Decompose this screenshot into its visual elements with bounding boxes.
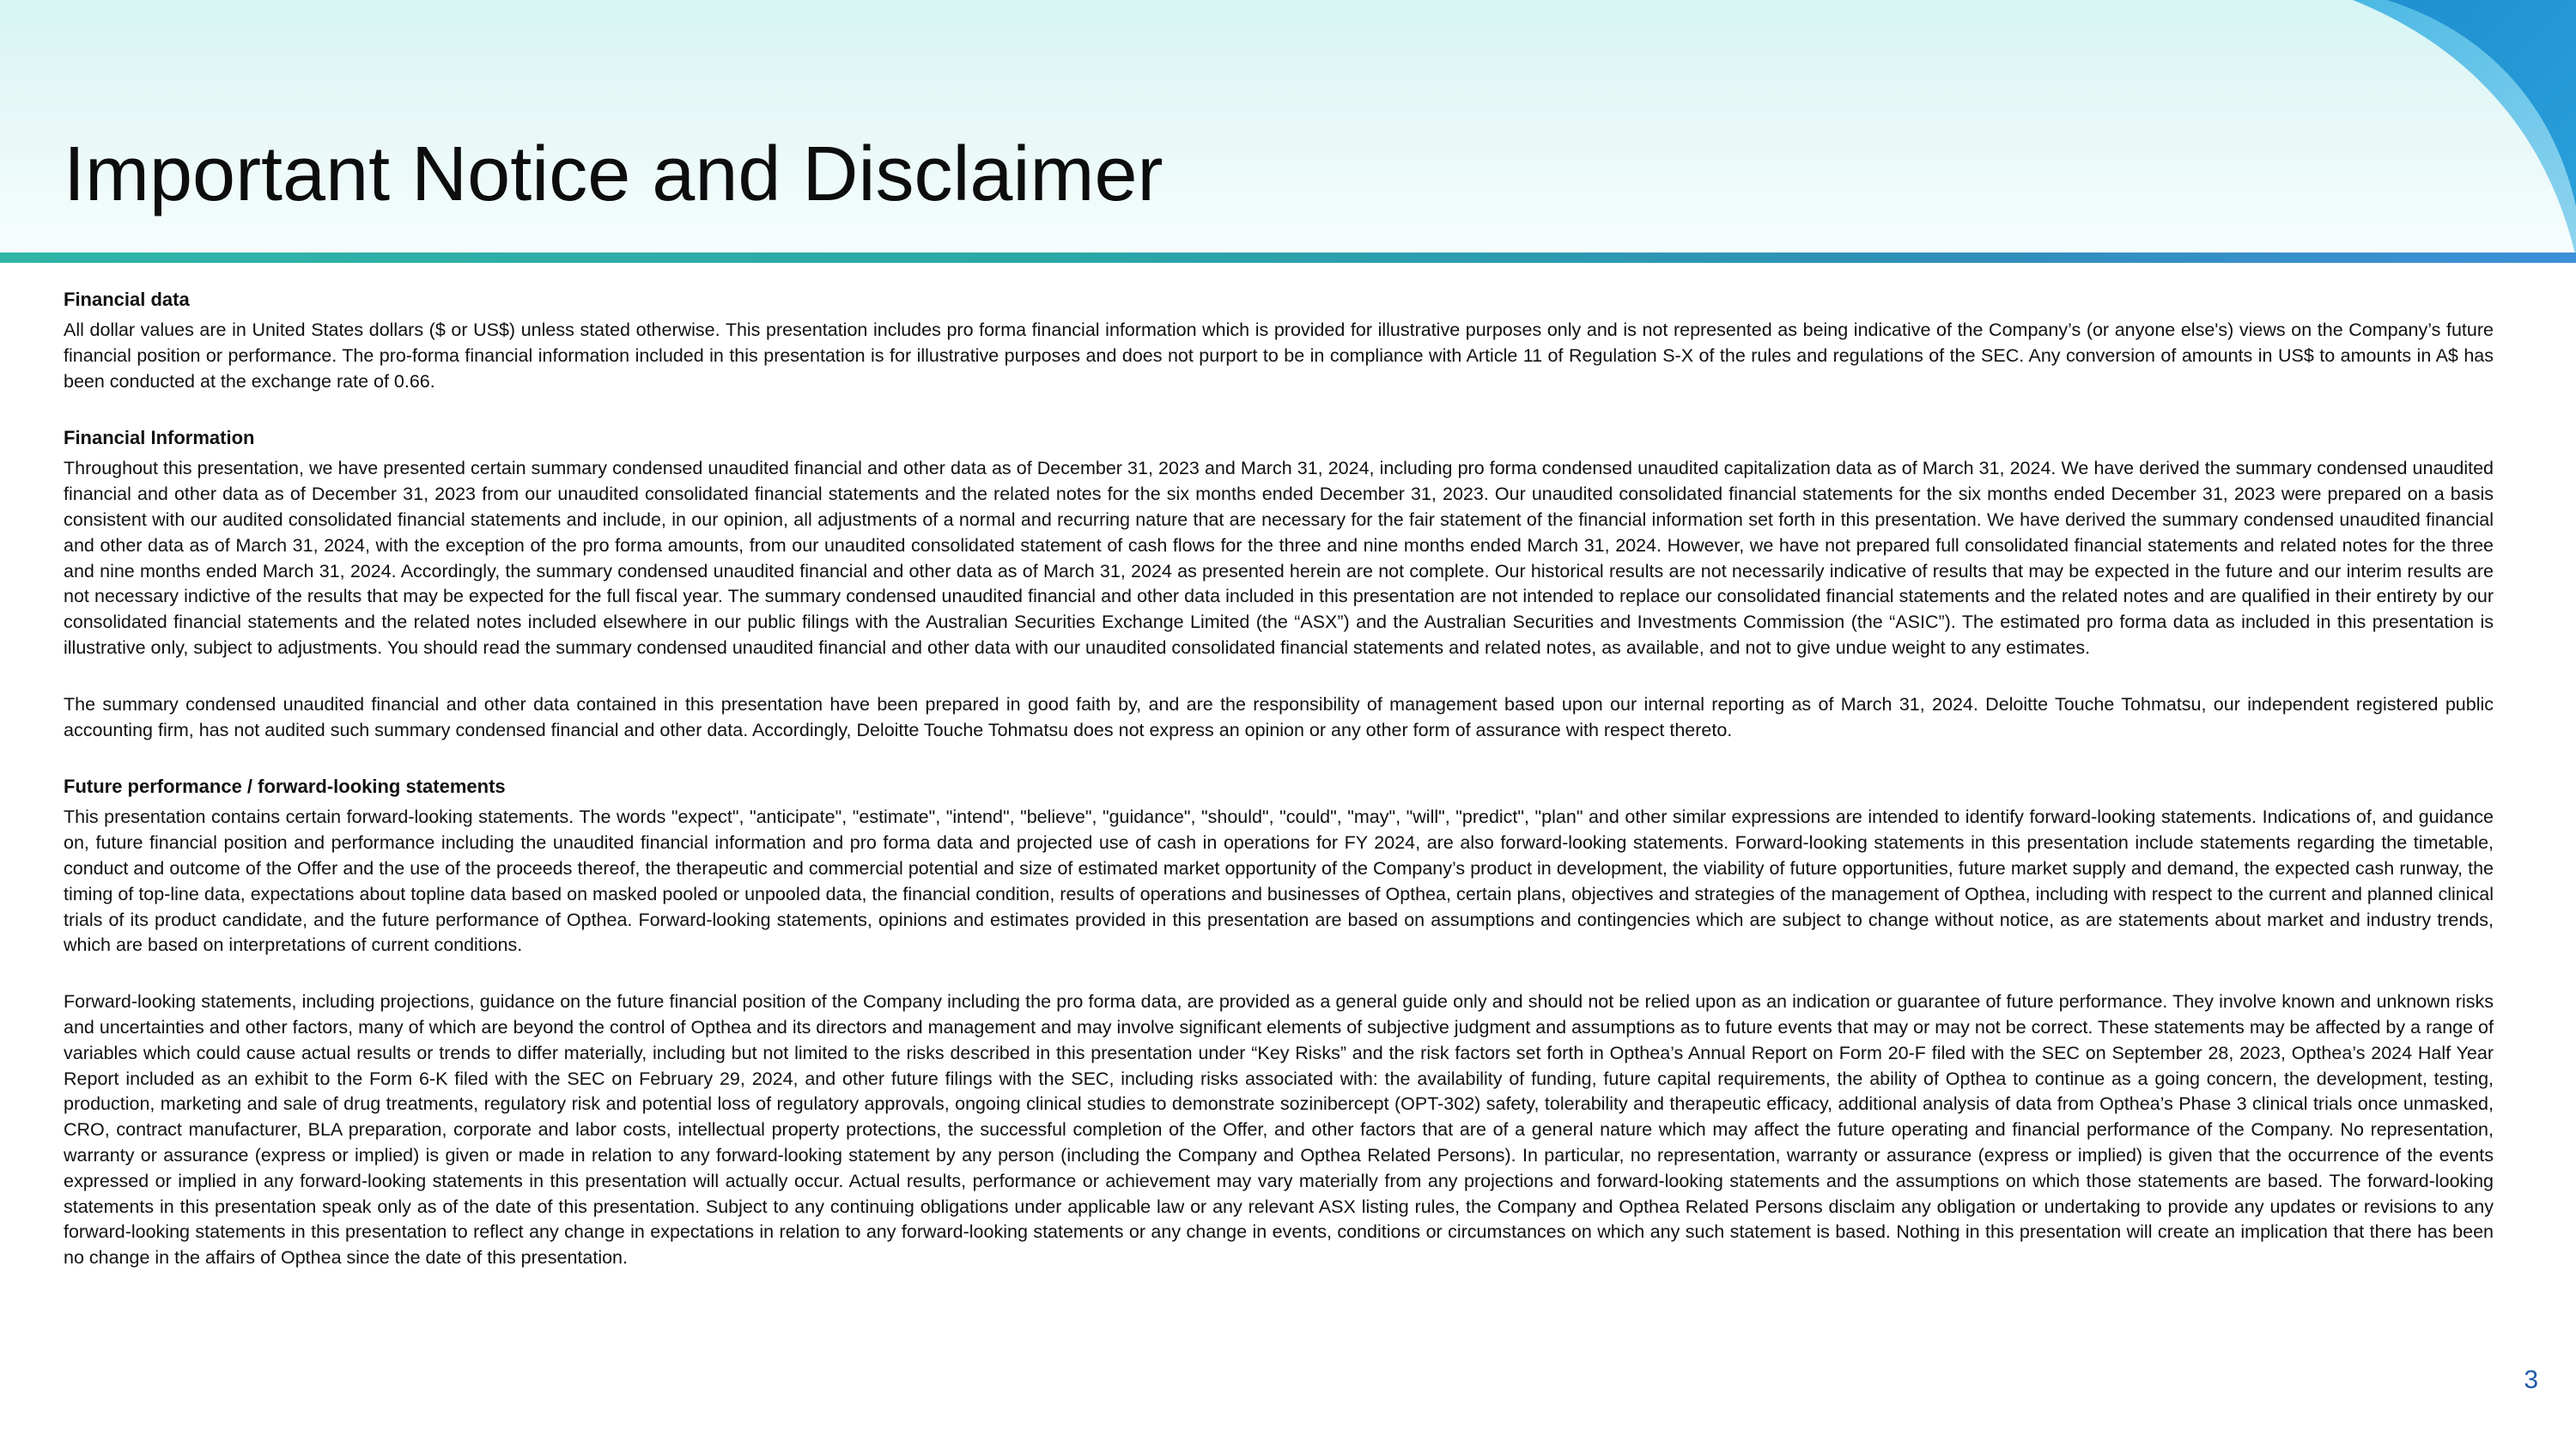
paragraph-financial-information-1: Throughout this presentation, we have presented certain summary condensed unaudited financial and other data as of December 31, 2023 and March 31, 2024, including pro forma condensed unaudited capitalization data as of March 31, 2024. We have derived the summary condensed unaudited financial and other data as of December 31, 2023 from our unaudited consolidated financial statements and the related notes for the six months ended December 31, 2023. Our unaudited consolidated financial statements for the six months ended December 31, 2023 were prepared on a basis consistent with our audited consolidated financial statements and include, in our opinion, all adjustments of a normal and recurring nature that are necessary for the fair statement of the financial information set forth in this presentation. We have derived the summary condensed unaudited financial and other data as of March 31, 2024, with the exception of the pro forma amounts, from our unaudited consolidated statement of cash flows for the three and nine months ended March 31, 2024. However, we have not prepared full consolidated financial statements and related notes for the three and nine months ended March 31, 2024. Accordingly, the summary condensed unaudited financial and other data as of March 31, 2024 as presented herein are not complete. Our historical results are not necessarily indicative of results that may be expected in the future and our interim results are not necessary indictive of the results that may be expected for the full fiscal year. The summary condensed unaudited financial and other data included in this presentation are not intended to replace our consolidated financial statements and the related notes and are qualified in their entirety by our consolidated financial statements and the related notes included elsewhere in our public filings with the Australian Securities Exchange Limited (the “ASX”) and the Australian Securities and Investments Commission (the “ASIC”). The estimated pro forma data as included in this presentation is illustrative only, subject to adjustments. You should read the summary condensed unaudited financial and other data with our unaudited consolidated financial statements and related notes, as available, and not to give undue weight to any estimates. <box>64 458 2494 658</box>
section-financial-data <box>64 287 2494 394</box>
paragraph-financial-information-2: The summary condensed unaudited financial and other data contained in this presentation have been prepared in good faith by, and are the responsibility of management based upon our internal reporting as of March 31, 2024. Deloitte Touche Tohmatsu, our independent registered public accounting firm, has not audited such summary condensed financial and other data. Accordingly, Deloitte Touche Tohmatsu does not express an opinion or any other form of assurance with respect thereto. <box>64 693 2494 740</box>
section-heading-forward-looking: Future performance / forward-looking statements <box>64 776 506 798</box>
page-title: Important Notice and Disclaimer <box>64 131 1163 217</box>
paragraph-forward-looking-2: Forward-looking statements, including projections, guidance on the future financial position of the Company including the pro forma data, are provided as a general guide only and should not be relied upon as an indication or guarantee of future performance. They involve known and unknown risks and uncertainties and other factors, many of which are beyond the control of Opthea and its directors and management and may involve significant elements of subjective judgment and assumptions as to future events that may or may not be correct. These statements may be affected by a range of variables which could cause actual results or trends to differ materially, including but not limited to the risks described in this presentation under “Key Risks” and the risk factors set forth in Opthea’s Annual Report on Form 20-F filed with the SEC on September 28, 2023, Opthea’s 2024 Half Year Report included as an exhibit to the Form 6-K filed with the SEC on February 29, 2024, and other future filings with the SEC, including risks associated with: the availability of funding, future capital requirements, the ability of Opthea to continue as a going concern, the development, testing, production, marketing and sale of drug treatments, regulatory risk and potential loss of regulatory approvals, ongoing clinical studies to demonstrate sozinibercept (OPT-302) safety, tolerability and therapeutic efficacy, additional analysis of data from Opthea’s Phase 3 clinical trials once unmasked, CRO, contract manufacturer, BLA preparation, corporate and labor costs, intellectual property protections, the successful completion of the Offer, and other factors that are of a general nature which may affect the future operating and financial performance of the Company. No representation, warranty or assurance (express or implied) is given or made in relation to any forward-looking statement by any person (including the Company and Opthea Related Persons). In particular, no representation, warranty or assurance (express or implied) is given that the occurrence of the events expressed or implied in any forward-looking statements in this presentation will actually occur. Actual results, performance or achievement may vary materially from any projections and forward-looking statements and the assumptions on which those statements are based. The forward-looking statements in this presentation speak only as of the date of this presentation. Subject to any continuing obligations under applicable law or any relevant ASX listing rules, the Company and Opthea Related Persons disclaim any obligation or undertaking to provide any updates or revisions to any forward-looking statements in this presentation to reflect any change in expectations in relation to any forward-looking statements or any change in events, conditions or circumstances on which any such statement is based. Nothing in this presentation will create an implication that there has been no change in the affairs of Opthea since the date of this presentation. <box>64 991 2494 1269</box>
paragraph-forward-looking-1: This presentation contains certain forward-looking statements. The words "expect", "anticipate", "estimate", "intend", "believe", "guidance", "should", "could", "may", "will", "predict", "plan" and other similar expressions are intended to identify forward-looking statements. Indications of, and guidance on, future financial position and performance including the unaudited financial information and pro forma data and projected use of cash in operations for FY 2024, are also forward-looking statements. Forward-looking statements in this presentation include statements regarding the timetable, conduct and outcome of the Offer and the use of the proceeds thereof, the therapeutic and commercial potential and size of estimated market opportunity of the Company’s product in development, the viability of future opportunities, future market supply and demand, the expected cash runway, the timing of top-line data, expectations about topline data based on masked pooled or unpooled data, the financial condition, results of operations and businesses of Opthea, certain plans, objectives and strategies of the management of Opthea, including with respect to the current and planned clinical trials of its product candidate, and the future performance of Opthea. Forward-looking statements, opinions and estimates provided in this presentation are based on assumptions and contingencies which are subject to change without notice, as are statements about market and industry trends, which are based on interpretations of current conditions. <box>64 807 2494 956</box>
section-forward-looking <box>64 774 2494 1271</box>
page-number: 3 <box>2524 1366 2538 1394</box>
section-heading-financial-data: Financial data <box>64 289 190 310</box>
accent-divider <box>0 253 2576 263</box>
disclaimer-content <box>64 287 2494 1271</box>
paragraph-financial-data: All dollar values are in United States dollars ($ or US$) unless stated otherwise. This presentation includes pro forma financial information which is provided for illustrative purposes only and is not represented as being indicative of the Company’s (or anyone else's) views on the Company’s future financial position or performance. The pro-forma financial information included in this presentation is for illustrative purposes and does not purport to be in compliance with Article 11 of Regulation S-X of the rules and regulations of the SEC. Any conversion of amounts in US$ to amounts in A$ has been conducted at the exchange rate of 0.66. <box>64 320 2494 392</box>
corner-swoosh-graphic <box>2353 0 2576 266</box>
section-financial-information <box>64 425 2494 743</box>
section-heading-financial-information: Financial Information <box>64 427 255 449</box>
